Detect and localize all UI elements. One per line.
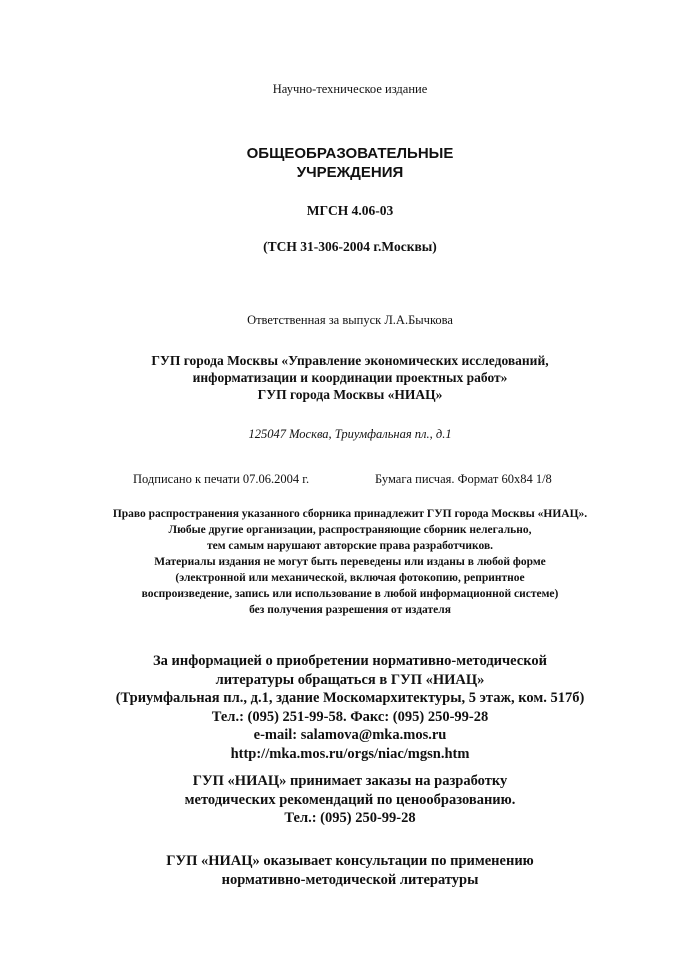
orders-line: Тел.: (095) 250-99-28 (284, 810, 416, 826)
contacts-line: За информацией о приобретении нормативно-методической (152, 653, 547, 669)
contacts-email: e-mail: salamova@mka.mos.ru (253, 727, 447, 743)
rights-line: тем самым нарушают авторские права разработчиков. (206, 540, 494, 552)
alternate-code: (ТСН 31-306-2004 г.Москвы) (263, 239, 437, 254)
responsible-person: Ответственная за выпуск Л.А.Бычкова (247, 313, 453, 327)
publisher-line: информатизации и координации проектных работ» (192, 370, 508, 385)
title-line: ОБЩЕОБРАЗОВАТЕЛЬНЫЕ (246, 145, 454, 162)
rights-line: Любые другие организации, распространяющие сборник нелегально, (168, 524, 532, 536)
contacts-line: литературы обращаться в ГУП «НИАЦ» (215, 671, 485, 688)
publisher-line: ГУП города Москвы «НИАЦ» (257, 387, 443, 402)
consulting-block (0, 852, 700, 889)
contacts-url: http://mka.mos.ru/orgs/niac/mgsn.htm (230, 745, 470, 762)
publisher-address: 125047 Москва, Триумфальная пл., д.1 (248, 427, 452, 441)
document-title (0, 144, 700, 182)
publisher-line: ГУП города Москвы «Управление экономических исследований, (151, 353, 549, 368)
orders-line: ГУП «НИАЦ» принимает заказы на разработку (192, 773, 508, 789)
rights-line: воспроизведение, запись или использование в любой информационной системе) (141, 588, 559, 600)
rights-line: Материалы издания не могут быть переведены или изданы в любой форме (154, 556, 546, 568)
rights-notice (0, 506, 700, 618)
contacts-block (0, 652, 700, 763)
rights-line: (электронной или механической, включая фотокопию, репринтное (175, 572, 525, 584)
orders-block (0, 772, 700, 828)
document-code: МГСН 4.06-03 (306, 203, 394, 218)
consulting-line: ГУП «НИАЦ» оказывает консультации по применению (166, 853, 534, 869)
title-line: УЧРЕЖДЕНИЯ (296, 164, 404, 181)
rights-line: Право распространения указанного сборника принадлежит ГУП города Москвы «НИАЦ». (112, 508, 588, 520)
orders-line: методических рекомендаций по ценообразованию. (184, 791, 516, 808)
publisher-block (0, 352, 700, 403)
paper-format: Бумага писчая. Формат 60х84 1/8 (375, 472, 552, 486)
publication-type: Научно-техническое издание (272, 82, 428, 96)
consulting-line: нормативно-методической литературы (221, 871, 479, 888)
contacts-line: (Триумфальная пл., д.1, здание Москомархитектуры, 5 этаж, ком. 517б) (115, 690, 585, 706)
contacts-line: Тел.: (095) 251-99-58. Факс: (095) 250-99-28 (211, 708, 489, 725)
print-signed-date: Подписано к печати 07.06.2004 г. (133, 472, 310, 486)
rights-line: без получения разрешения от издателя (249, 604, 451, 616)
